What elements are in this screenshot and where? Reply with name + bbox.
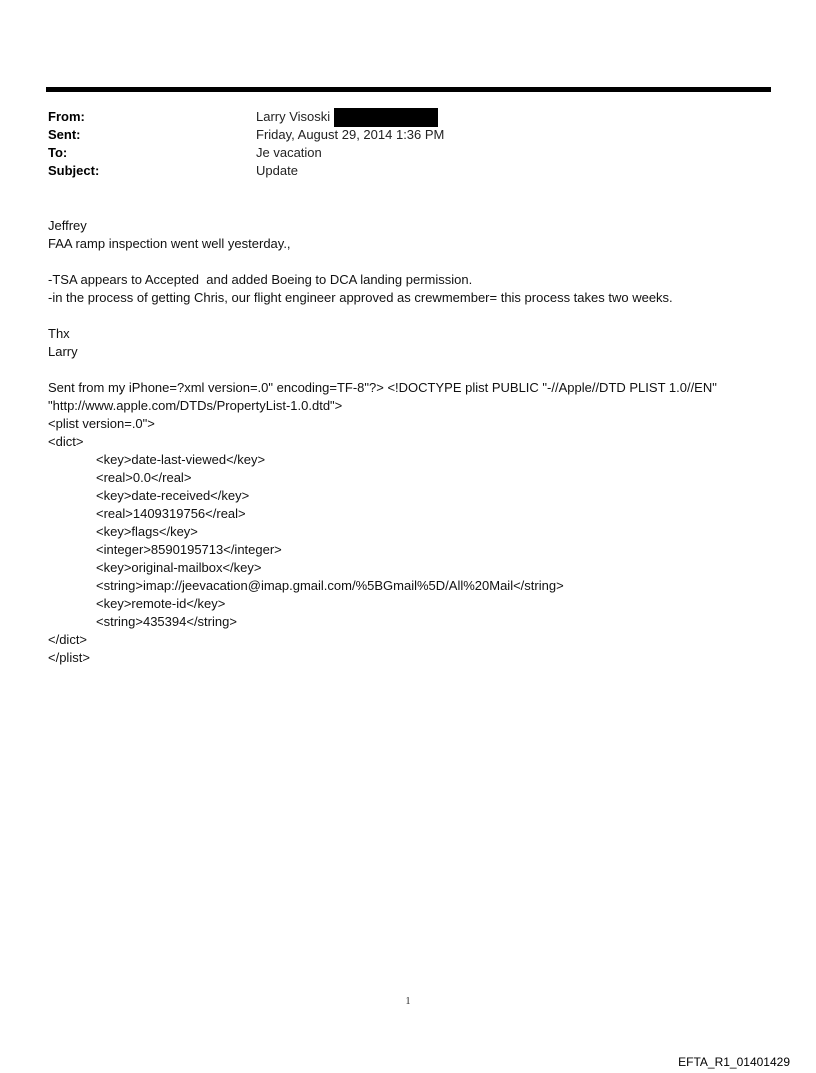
dict-line: <key>remote-id</key>	[96, 596, 226, 611]
to-row	[48, 144, 748, 162]
sent-row	[48, 126, 748, 144]
dtd-url-line: "http://www.apple.com/DTDs/PropertyList-1.0.dtd">	[48, 398, 343, 413]
dict-line: <key>original-mailbox</key>	[96, 560, 262, 575]
page-number: 1	[405, 996, 411, 1007]
dict-line: <string>435394</string>	[96, 614, 237, 629]
dict-line: <real>1409319756</real>	[96, 506, 246, 521]
from-value	[256, 108, 438, 126]
header-divider	[46, 87, 771, 92]
dict-line: <integer>8590195713</integer>	[96, 542, 282, 557]
from-name: Larry Visoski	[256, 109, 331, 124]
dict-line: <string>imap://jeevacation@imap.gmail.com/%5BGmail%5D/All%20Mail</string>	[96, 578, 564, 593]
dict-line: <key>flags</key>	[96, 524, 198, 539]
subject-value: Update	[256, 163, 298, 178]
from-row	[48, 108, 748, 126]
body-line: -in the process of getting Chris, our flight engineer approved as crewmember= this process takes two weeks.	[48, 290, 673, 305]
bates-number: EFTA_R1_01401429	[678, 1055, 790, 1069]
sent-label: Sent:	[48, 127, 81, 142]
greeting: Jeffrey	[48, 218, 87, 233]
sent-from-line: Sent from my iPhone=?xml version=.0" encoding=TF-8"?> <!DOCTYPE plist PUBLIC "-//Apple//DTD PLIST 1.0//EN"	[48, 380, 717, 395]
to-label: To:	[48, 145, 68, 160]
dict-line: <key>date-received</key>	[96, 488, 250, 503]
signoff: Thx	[48, 326, 70, 341]
dict-line: <key>date-last-viewed</key>	[96, 452, 266, 467]
to-value: Je vacation	[256, 145, 322, 160]
body-line: -TSA appears to Accepted and added Boeing to DCA landing permission.	[48, 272, 473, 287]
subject-label: Subject:	[48, 163, 100, 178]
dict-line: <real>0.0</real>	[96, 470, 192, 485]
email-header	[48, 108, 748, 180]
dict-close: </dict>	[48, 632, 88, 647]
email-body	[48, 217, 788, 667]
sent-value: Friday, August 29, 2014 1:36 PM	[256, 127, 445, 142]
redaction-box	[334, 108, 438, 127]
signature: Larry	[48, 344, 78, 359]
plist-open: <plist version=.0">	[48, 416, 155, 431]
body-line: FAA ramp inspection went well yesterday.,	[48, 236, 291, 251]
plist-close: </plist>	[48, 650, 90, 665]
subject-row	[48, 162, 748, 180]
from-label: From:	[48, 109, 85, 124]
dict-open: <dict>	[48, 434, 84, 449]
